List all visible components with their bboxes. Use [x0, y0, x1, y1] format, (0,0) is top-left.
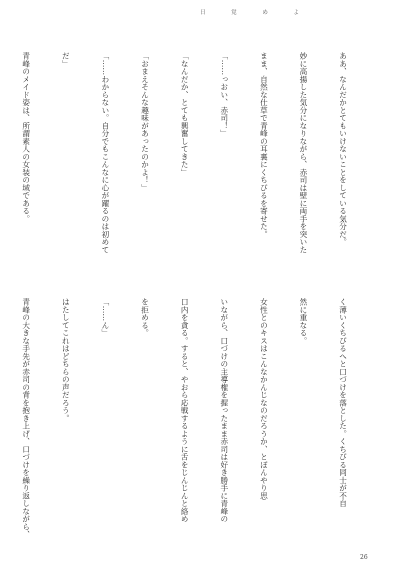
- text-line: ああ、なんだかとてもいけないことをしている気分だ。: [338, 52, 348, 246]
- text-line: いながら、口づけの主導権を握ったまま赤司は好き勝手に青峰の: [219, 298, 229, 523]
- text-line: はたしてこれはどちらの声だろう。: [61, 298, 71, 422]
- text-block-bottom: [21, 298, 376, 539]
- text-line: 「なんだか、とても興奮してきた」: [180, 52, 190, 176]
- running-head-char: 日: [200, 10, 207, 16]
- text-line: 青峰の大きな手先が赤司の背を抱き上げ、口づけを繰り返しながら、: [21, 298, 31, 539]
- text-line: まま、自然な仕草で青峰の耳裏にくちびるを寄せた。: [259, 52, 269, 238]
- running-head-char: よ: [293, 10, 300, 16]
- text-line: 「……っおい、赤司！」: [219, 52, 229, 138]
- text-line: 然に重なる。: [298, 298, 308, 345]
- running-head-char: 覚: [231, 10, 238, 16]
- text-line: 「……ん」: [100, 298, 110, 337]
- page-number: 26: [360, 554, 368, 561]
- text-line: を拒める。: [140, 298, 150, 337]
- text-block-top: [21, 52, 376, 290]
- text-line: 青峰のメイド姿は、所謂素人の女装の域である。: [21, 52, 31, 223]
- text-line: 妙に高揚した気分になりながら、赤司は壁に両手を突いた: [298, 52, 308, 254]
- text-line: 「おまえそんな趣味があったのかよ！」: [140, 52, 150, 192]
- text-line: 女性とのキスはこんなかんじなのだろうか、とぼんやり思: [259, 298, 269, 500]
- running-head: [200, 8, 300, 16]
- running-head-char: め: [262, 10, 269, 16]
- text-line: く薄いくちびるへと口づけを落とした。くちびる同士が不自: [338, 298, 348, 508]
- text-line: だ」: [61, 52, 71, 68]
- text-line: 口内を貪る。すると、やおら応戦するように舌をじんじんと絡め: [180, 298, 190, 523]
- text-line: 「……わからない。自分でもこんなに心が躍るのは初めて: [100, 52, 110, 254]
